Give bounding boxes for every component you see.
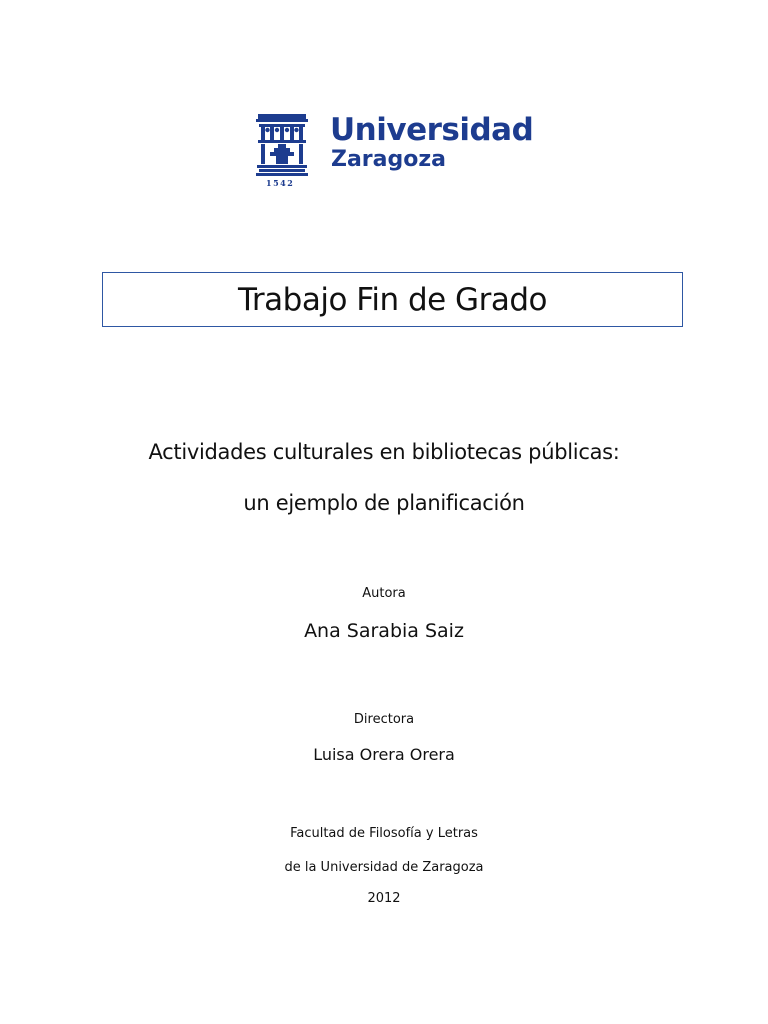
subtitle-line-1: Actividades culturales en bibliotecas públicas: xyxy=(148,440,620,464)
university-emblem-icon xyxy=(256,112,308,176)
director-name: Luisa Orera Orera xyxy=(313,745,455,764)
director-label: Directora xyxy=(353,712,415,727)
document-title: Trabajo Fin de Grado xyxy=(238,281,547,318)
founding-year: 1542 xyxy=(266,178,295,188)
subtitle-line-2: un ejemplo de planificación xyxy=(243,491,525,515)
university-logo xyxy=(256,112,534,190)
university-line: de la Universidad de Zaragoza xyxy=(284,860,484,875)
university-city: Zaragoza xyxy=(331,147,447,172)
university-name: Universidad xyxy=(330,112,534,148)
faculty-line: Facultad de Filosofía y Letras xyxy=(290,826,478,841)
title-box xyxy=(102,272,683,327)
document-year: 2012 xyxy=(367,891,401,906)
author-name: Ana Sarabia Saiz xyxy=(304,620,464,642)
author-label: Autora xyxy=(362,586,406,601)
